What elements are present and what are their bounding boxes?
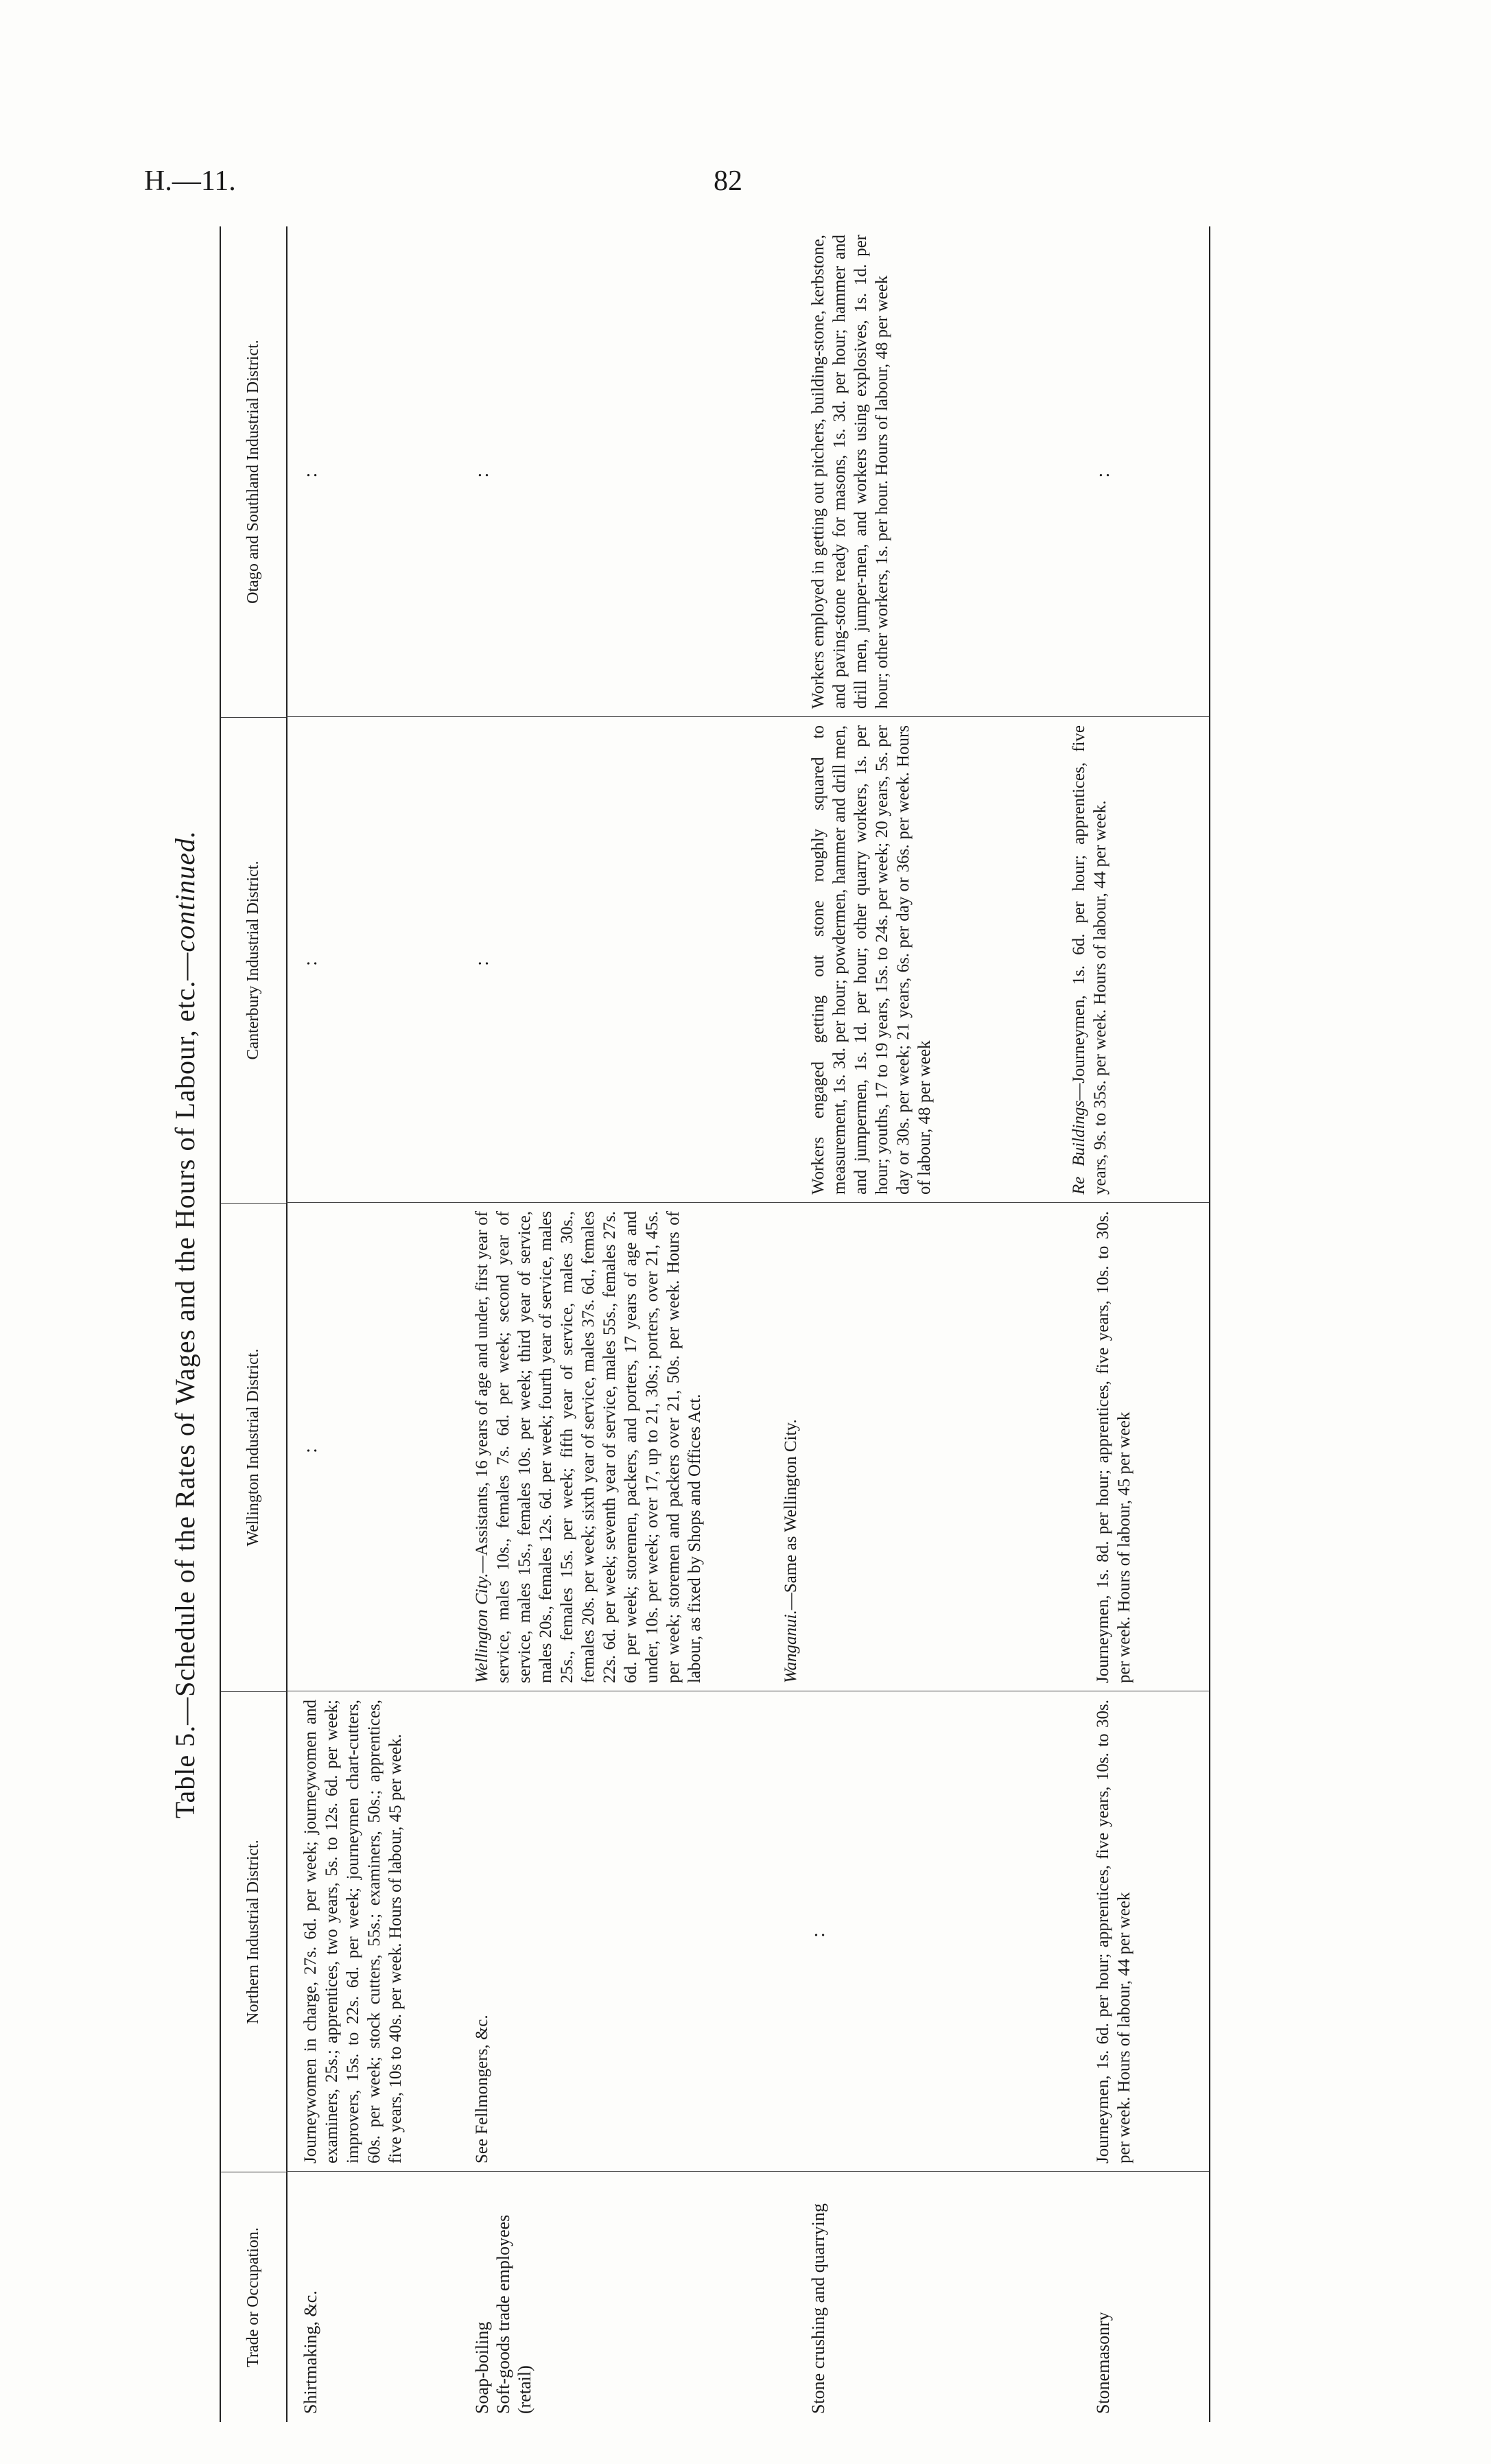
canterbury-stonemasonry — [1068, 717, 1111, 1203]
re-buildings-label: Re Buildings — [1070, 1100, 1088, 1195]
occupation-soap-boiling: Soap-boiling — [472, 2321, 492, 2414]
canterbury-stonemasonry-rates: —Journeymen, 1s. 6d. per hour; apprentices, five years, 9s. to 35s. per week. Hours of labour, 44 per week. — [1070, 725, 1110, 1195]
header-northern: Northern Industrial District. — [221, 1691, 286, 2172]
header-wellington: Wellington Industrial District. — [221, 1203, 286, 1691]
table-title-main: Table 5.—Schedule of the Rates of Wages and the Hours of Labour, etc.— — [169, 952, 200, 1819]
otago-stone-crushing: Workers employed in getting out pitchers, building-stone, kerbstone, and paving-stone ready for masons, 1s. 3d. per hour; hammer and drill men, jumper-men, and workers using explosives, 1s. 1d. per hour; other workers, 1s. per hour. Hours of labour, 48 per week — [809, 235, 891, 709]
header-occupation: Trade or Occupation. — [221, 2172, 286, 2422]
page-number: 82 — [714, 165, 742, 197]
northern-soap: See Fellmongers, &c. — [473, 2015, 491, 2163]
canterbury-stone-crushing: Workers engaged getting out stone roughly squared to measurement, 1s. 3d. per hour; powdermen, hammer and drill men, and jumpermen, 1s. 1d. per hour; other quarry workers, 1s. per hour; youths, 17 to 19 years, 15s. to 24s. per week; 20 years, 5s. per day or 30s. per week; 21 years, 6s. per day or 36s. per week. Hours of labour, 48 per week — [809, 725, 934, 1195]
northern-shirtmaking: Journeywomen in charge, 27s. 6d. per week; journeywomen and examiners, 25s.; apprentices, two years, 5s. to 12s. 6d. per week; improvers, 15s. to 22s. 6d. per week; journeymen chart-cutters, 60s. per week; stock cutters, 55s.; examiners, 50s.; apprentices, five years, 10s to 40s. per week. Hours of labour, 45 per week. — [301, 1700, 405, 2163]
occupation-stonemasonry: Stonemasonry — [1093, 2312, 1113, 2414]
table-header-row — [221, 226, 287, 2422]
wellington-city-label: Wellington City. — [473, 1573, 491, 1683]
wage-schedule-table — [220, 226, 1210, 2422]
otago-shirtmaking: : — [300, 465, 321, 478]
column-divider — [286, 2171, 1209, 2172]
canterbury-shirtmaking: : — [300, 954, 321, 966]
wellington-wanganui — [780, 1203, 801, 1691]
wanganui-rates: —Same as Wellington City. — [782, 1419, 800, 1610]
occupation-stone-crushing: Stone crushing and quarrying — [808, 2203, 828, 2414]
occupation-soft-goods: Soft-goods trade employees (retail) — [493, 2214, 535, 2414]
header-canterbury: Canterbury Industrial District. — [221, 717, 286, 1203]
wanganui-label: Wanganui. — [782, 1610, 800, 1683]
wellington-stonemasonry: Journeymen, 1s. 8d. per hour; apprentices, five years, 10s. to 30s. per week. Hours of labour, 45 per week — [1094, 1211, 1134, 1683]
rotated-table-region — [161, 226, 1218, 2422]
canterbury-soap: : — [471, 954, 493, 966]
otago-soap: : — [471, 465, 493, 478]
table-body — [286, 226, 1209, 2422]
header-otago: Otago and Southland Industrial District. — [244, 340, 262, 604]
occupation-soap-softgoods — [471, 2172, 535, 2422]
otago-stonemasonry: : — [1092, 465, 1114, 478]
northern-stone-crushing: : — [808, 1925, 829, 1938]
occupation-shirtmaking: Shirtmaking, &c. — [301, 2290, 320, 2414]
table-title — [161, 226, 213, 2422]
wellington-shirtmaking: : — [300, 1441, 321, 1453]
table-title-continued: continued. — [169, 830, 200, 952]
wellington-soft-goods — [471, 1203, 705, 1691]
wellington-city-rates: —Assistants, 16 years of age and under, first year of service, males 10s., females 7s. 6d. per week; second year of service, males 15s., females 10s. per week; third year of service, males 20s., females 12s. 6d. per week; fourth year of service, males 25s., females 15s. per week; fifth year of service, males 30s., females 20s. per week; sixth year of service, males 37s. 6d., females 22s. 6d. per week; seventh year of service, males 55s., females 27s. 6d. per week; storemen, packers, and porters, 17 years of age and under, 10s. per week; over 17, up to 21, 30s.; porters, over 21, 45s. per week; storemen and packers over 21, 50s. per week. Hours of labour, as fixed by Shops and Offices Act. — [473, 1211, 704, 1683]
northern-stonemasonry: Journeymen, 1s. 6d. per hour; apprentices, five years, 10s. to 30s. per week. Hours of labour, 44 per week — [1094, 1700, 1134, 2163]
section-label: H.—11. — [144, 165, 236, 197]
